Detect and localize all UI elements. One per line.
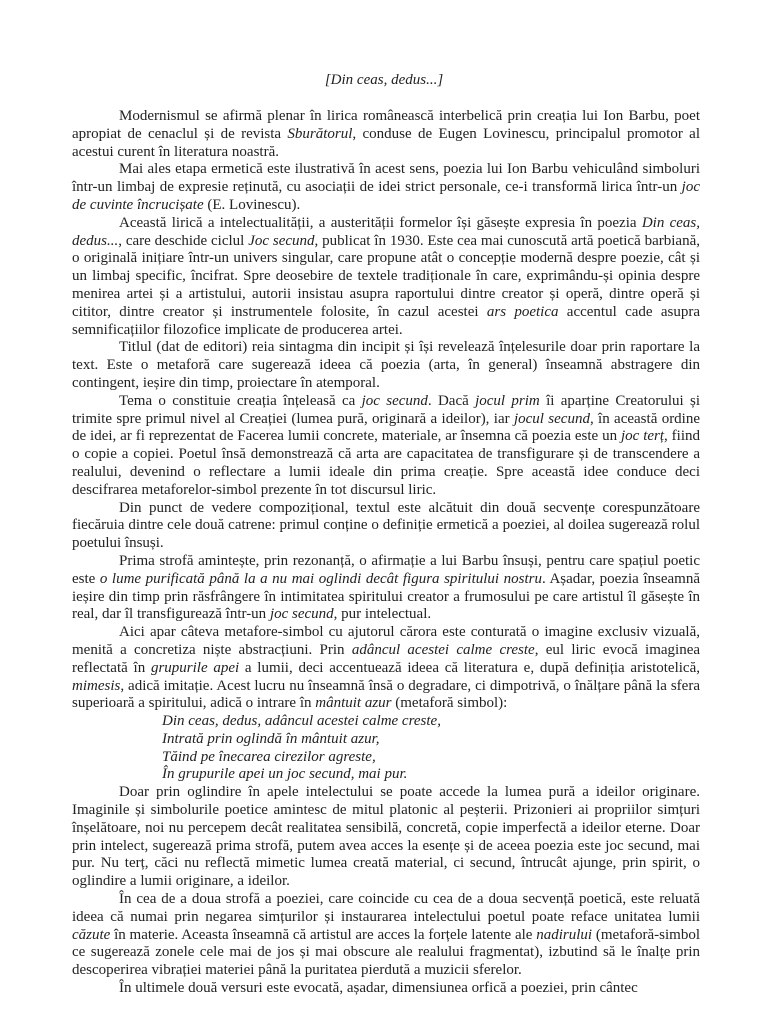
paragraph: Din punct de vedere compozițional, textul este alcătuit din două secvențe corespunzătoare fiecăruia dintre cele două catrene: primul conține o definiție ermetică a poeziei, al doilea sugerează rolul poetului însuși. [72, 499, 700, 552]
paragraph: Tema o constituie creația înțeleasă ca joc secund. Dacă jocul prim îi aparține Creatorului și trimite spre primul nivel al Creației (lumea pură, originară a ideilor), iar jocul secund, în această ordine de idei, ar fi reprezentat de Facerea lumii concrete, materiale, ar însemna că poezia este un joc terț, fiind o copie a copiei. Poetul însă demonstrează că arta are capacitatea de transfigurare și de transcendere a realului, devenind o reflectare a lumii ideale din prima creație. Spre această idee conduce deci descifrarea metaforelor-simbol prezente în tot discursul liric. [72, 392, 701, 498]
paragraph: Prima strofă amintește, prin rezonanță, o afirmație a lui Barbu însuși, pentru care spațiul poetic este o lume purificată până la a nu mai oglindi decât figura spiritului nostru. Așadar, poezia înseamnă ieșire din timp prin răsfrângere în intimitatea spiritului creator a frumosului pe care artistul îl găsește în real, dar îl transfigurează într-un joc secund, pur intelectual. [72, 552, 700, 623]
paragraph: În cea de a doua strofă a poeziei, care coincide cu cea de a doua secvență poetică, este reluată ideea că numai prin negarea simțurilor și instaurarea intelectului poetul poate reface unitatea lumii căzute în materie. Aceasta înseamnă că artistul are acces la forțele latente ale nadirului (metaforă-simbol ce sugerează zonele cele mai de jos și mai obscure ale realului fragmentat), izbutind să le înalțe prin descoperirea vibrației materiei până la puritatea pierdută a muzicii sferelor. [72, 891, 700, 979]
verse-line: În grupurile apei un joc secund, mai pur. [162, 766, 408, 783]
document-body [72, 108, 700, 998]
paragraph: În ultimele două versuri este evocată, așadar, dimensiunea orfică a poeziei, prin cântec [119, 980, 638, 997]
page-title: [Din ceas, dedus...] [324, 72, 444, 88]
verse-line: Din ceas, dedus, adâncul acestei calme creste, [162, 713, 441, 730]
paragraphs-before [72, 108, 700, 713]
paragraphs-after [72, 784, 700, 998]
paragraph: Aici apar câteva metafore-simbol cu ajutorul cărora este conturată o imagine exclusiv vizuală, menită a concretiza niște abstracțiuni. Prin adâncul acestei calme creste, eul liric evocă imaginea reflectată în grupurile apei a lumii, deci accentuează ideea că literatura e, după definiția aristotelică, mimesis, adică imitație. Acest lucru nu înseamnă însă o degradare, ci dimpotrivă, o înălțare până la sfera superioară a spiritului, adică o intrare în mântuit azur (metaforă simbol): [72, 624, 701, 712]
verse-line: Intrată prin oglindă în mântuit azur, [162, 730, 380, 747]
verse-quote [162, 713, 700, 784]
paragraph: Titlul (dat de editori) reia sintagma din incipit și își revelează înțelesurile doar prin raportare la text. Este o metaforă care sugerează ideea că poezia (arta, în general) înseamnă abstragere din contingent, ieșire din timp, proiectare în atemporal. [72, 339, 700, 391]
paragraph: Doar prin oglindire în apele intelectului se poate accede la lumea pură a ideilor originare. Imaginile și simbolurile poetice amintesc de mitul platonic al peșterii. Prizonieri ai propriilor simțuri înșelătoare, noi nu percepem decât realitatea sensibilă, concretă, copie imperfectă a ideilor eterne. Doar prin intelect, sugerează prima strofă, putem avea acces la esențe și de aceea poezia este joc secund, mai pur. Nu terț, căci nu reflectă mimetic lumea creată material, ci secund, întrucât ajunge, prin spirit, o oglindire a lumii originare, a ideilor. [72, 784, 700, 890]
paragraph: Mai ales etapa ermetică este ilustrativă în acest sens, poezia lui Ion Barbu vehiculând simboluri într-un limbaj de expresie reținută, cu asociații de idei strict personale, ce-i transformă lirica într-un joc de cuvinte încrucișate (E. Lovinescu). [72, 161, 700, 213]
verse-line: Tăind pe înecarea cirezilor agreste, [162, 748, 376, 765]
paragraph: Această lirică a intelectualității, a austerității formelor își găsește expresia în poezia Din ceas, dedus..., care deschide ciclul Joc secund, publicat în 1930. Este cea mai cunoscută artă poetică barbiană, o originală inițiare într-un univers singular, care propune atât o concepție modernă despre poezie, cât și un limbaj specific, încifrat. Spre deosebire de textele tradiționale în care, exprimându-și opinia despre menirea artei și a artistului, autorii insistau asupra raportului dintre creator și operă, dintre operă și cititor, dintre creator și instrumentele folosite, în cazul acestei ars poetica accentul cade asupra semnificațiilor filozofice implicate de producerea artei. [72, 214, 701, 338]
paragraph: Modernismul se afirmă plenar în lirica românească interbelică prin creația lui Ion Barbu, poet apropiat de cenaclul și de revista Sburătorul, conduse de Eugen Lovinescu, principalul promotor al acestui curent în literatura noastră. [72, 108, 700, 160]
